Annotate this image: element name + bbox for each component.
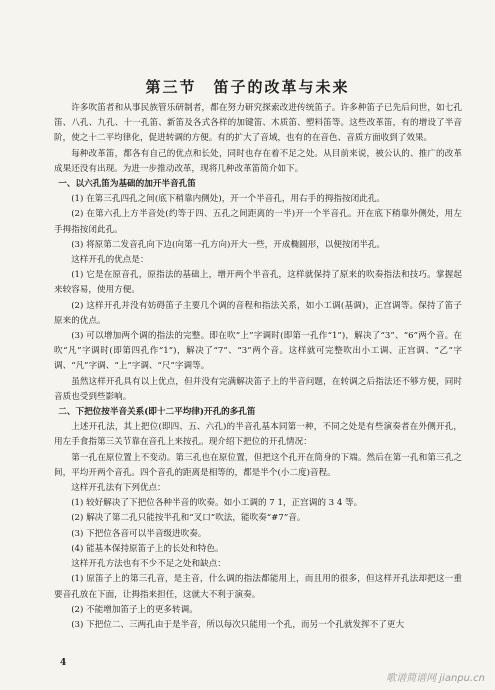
- paragraph: (1) 较好解决了下把位各种半音的吹奏。如小工调的 7 1，正宫调的 3 4 等。: [71, 498, 363, 509]
- watermark: 歌谱简谱网 jianpu.cn: [386, 673, 485, 684]
- section-title: 第三节 笛子的改革与未来: [145, 78, 350, 96]
- paragraph: (4) 能基本保持原笛子上的长处和特色。: [71, 543, 224, 554]
- paragraph: (1) 在第三孔四孔之间(底下稍靠内侧处)，开一个半音孔，用右手的拇指按闭此孔。: [71, 194, 385, 205]
- paragraph: 虽然这样开孔具有以上优点，但并没有完满解决笛子上的半音问题，在转调之后指法还不够方便，同时音质也受到些影响。: [54, 376, 462, 402]
- paragraph: 这样开孔的优点是：: [71, 255, 149, 266]
- paragraph: (3) 将原第二发音孔向下边(向第一孔方向)开大一些，开成椭圆形，以便按闭半孔。: [71, 239, 385, 250]
- paragraph: 每种改革笛，都各有自己的优点和长处，同时也存在着不足之处。从目前来说，被公认的、推广的改革成果还没有出现。为进一步推动改革，现将几种改革笛简介如下。: [54, 148, 462, 174]
- section-heading: 二、下把位按半音关系(即十二平均律)开孔的多孔笛: [58, 407, 256, 418]
- page-number: 4: [60, 658, 67, 668]
- paragraph: 第一孔在原位置上不变动。第三孔也在原位置，但把这个孔开在筒身的下端。然后在第一孔和第三孔之间，平均开两个音孔。四个音孔的距离是相等的，都是半个(小二度)音程。: [54, 452, 462, 478]
- section-heading: 一、以六孔笛为基础的加开半音孔笛: [58, 179, 196, 190]
- paragraph: (2) 这样开孔并没有妨碍笛子主要几个调的音程和指法关系，如小工调(基调)，正宫调等。保持了笛子原来的优点。: [54, 300, 462, 326]
- paragraph: 这样开孔方法也有不少不足之处和缺点：: [71, 559, 226, 570]
- paragraph: (2) 在第六孔上方半音处(约等于四、五孔之间距离的一半)开一个半音孔。开在底下稍靠外侧处，用左手拇指按闭此孔。: [54, 209, 462, 235]
- body-text: [54, 101, 462, 633]
- paragraph: (3) 可以增加两个调的指法的完整。即在吹“上”字调时(即第一孔作“1”)，解决了“3”、“6”两个音。在吹“凡”字调时(即第四孔作“1”)，解决了“7”、“3”两个音。这样就可完整吹出小工调、正宫调、“乙”字调、“凡”字调、“上”字调、“尺”字调等。: [54, 331, 462, 372]
- paragraph: (2) 不能增加笛子上的更多转调。: [71, 604, 198, 615]
- paragraph: (3) 下把位二、三两孔由于是半音，所以每次只能用一个孔，而另一个孔就发挥不了更大: [71, 619, 405, 630]
- paragraph: (1) 它是在原音孔，原指法的基础上，增开两个半音孔，这样就保持了原来的吹奏指法和技巧。掌握起来较容易，使用方便。: [54, 270, 462, 296]
- paragraph: 许多吹笛者和从事民族管乐研制者，都在努力研究探索改进传统笛子。许多种笛子已先后问世，如七孔笛、八孔、九孔、十一孔笛、新笛及各式各样的加键笛、木质笛、塑料笛等。这些改革笛，有的增设了半音阶，使之十二平均律化，促进转调的方便。有的扩大了音域，也有的在音色、音质方面收到了效果。: [54, 103, 462, 144]
- paragraph: 上述开孔法，其上把位(即四、五、六孔)的半音孔基本同第一种，不同之处是有些演奏者在外侧开孔，用左手食指第三关节靠在音孔上来按孔。现介绍下把位的开孔情况：: [54, 422, 462, 448]
- paragraph: (1) 原笛子上的第三孔音，是主音，什么调的指法都能用上，而且用的很多，但这样开孔法却把这一重要音孔放在下面，让拇指来担任，这就大不利于演奏。: [54, 574, 462, 600]
- paragraph: (2) 解决了第二孔只能按半孔和“叉口”吹法，能吹奏“#7”音。: [71, 513, 306, 524]
- paragraph: 这样开孔法有下列优点：: [71, 483, 166, 494]
- paragraph: (3) 下把位各音可以半音级进吹奏。: [71, 528, 207, 539]
